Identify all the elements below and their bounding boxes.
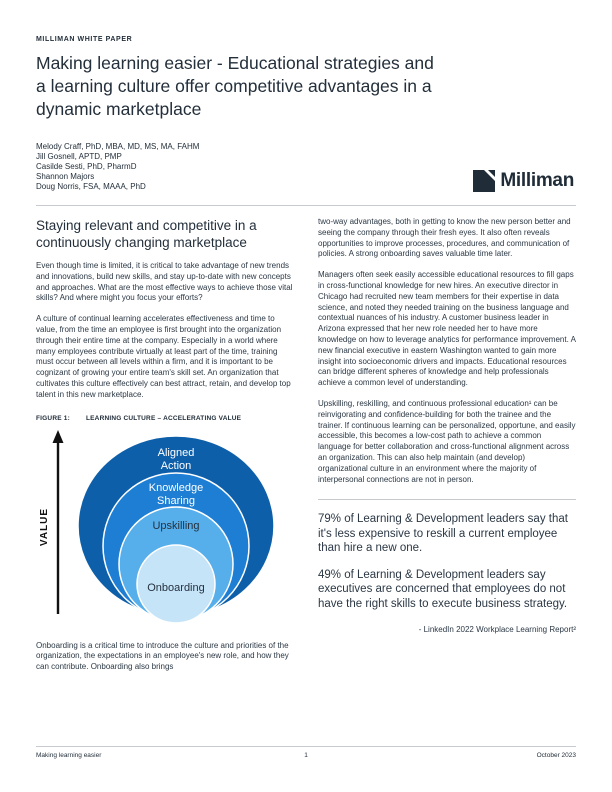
body-paragraph: Managers often seek easily accessible educational resources to fill gaps in cross-functional knowledge for new hires. An executive director in Chicago had recruited new team members for their expertise in data science, and noted they needed training on the business language and contextual nuances of his industry. A customer business leader in Arizona expressed that her new role needed her to have more knowledge on how to leverage analytics for performance improvement. A new financial executive in eastern Washington wanted to gain more insight into socioeconomic drivers and impacts. Educational resources can bridge different spheres of knowledge and help professionals achieve a common level of understanding. <box>318 270 576 388</box>
pull-quote-divider <box>318 499 576 500</box>
ring-label-upskilling: Upskilling <box>152 519 200 532</box>
ring-label-action: Action <box>160 459 192 472</box>
header-divider <box>36 205 576 206</box>
figure-caption-row <box>36 415 294 422</box>
two-column-layout <box>36 217 576 683</box>
value-axis-arrow-icon <box>53 430 64 614</box>
footer-date: October 2023 <box>536 752 576 759</box>
author-line: Shannon Majors <box>36 172 95 181</box>
milliman-logo-wordmark: Milliman <box>500 170 574 191</box>
section-heading: Staying relevant and competitive in a continuously changing marketplace <box>36 218 257 250</box>
author-list <box>36 142 199 192</box>
figure-learning-culture <box>36 428 294 633</box>
byline-row <box>36 142 576 192</box>
page-content <box>36 36 576 683</box>
figure-caption: LEARNING CULTURE – ACCELERATING VALUE <box>85 414 242 422</box>
body-paragraph: Upskilling, reskilling, and continuous professional education¹ can be reinvigorating and confidence-building for both the trainee and the trainer. If continuous learning can be personalized, opportune, and easily accessible, this becomes a low-cost path to achieve a common language for better collaboration and cross-functional alignment across an organization. This can also help maintain (and develop) organizational culture in an environment where the majority of interpersonal connections are not in person. <box>318 398 576 484</box>
pull-quote-79: 79% of Learning & Development leaders say that it's less expensive to reskill a current employee than hire a new one. <box>318 513 568 555</box>
ring-label-knowledge: Knowledge <box>148 481 204 494</box>
page-title: Making learning easier - Educational strategies and a learning culture offer competitive advantages in a dynamic marketplace <box>36 53 434 119</box>
footer-page-number: 1 <box>304 752 308 759</box>
figure-label: FIGURE 1: <box>36 414 70 422</box>
author-line: Casilde Sesti, PhD, PharmD <box>36 162 137 171</box>
author-line: Doug Norris, FSA, MAAA, PhD <box>36 182 146 191</box>
quote-attribution: - LinkedIn 2022 Workplace Learning Report² <box>418 625 576 635</box>
body-paragraph: two-way advantages, both in getting to know the new person better and seeing the company through their fresh eyes. It also often reveals opportunities to improve processes, procedures, and communication of policies. A strong onboarding saves valuable time later. <box>318 217 571 259</box>
ring-label-onboarding: Onboarding <box>147 581 205 594</box>
body-paragraph: Onboarding is a critical time to introduce the culture and priorities of the organization, the expectations in an employee's new role, and how they can contribute. Onboarding also brings <box>36 640 289 672</box>
value-axis-label: VALUE <box>39 507 50 546</box>
right-column <box>318 217 576 683</box>
eyebrow-label: MILLIMAN WHITE PAPER <box>36 36 133 43</box>
page-footer <box>36 746 576 759</box>
body-paragraph: Even though time is limited, it is critical to take advantage of new trends and innovations, build new skills, and stay up-to-date with new concepts and approaches. What are the most effective ways to achieve those vital skills? And where might you focus your efforts? <box>36 261 293 303</box>
author-line: Jill Gosnell, APTD, PMP <box>36 152 122 161</box>
body-paragraph: A culture of continual learning accelerates effectiveness and time to value, from the time an employee is first brought into the organization through their entire time at the company. Especially in a world where many employees contribute virtually at least part of the time, training must occur between all levels within a firm, and it is important to be cognizant of growing your entire team's skill set. An organization that cultivates this culture effectively can best attract, retain, and develop top talent in this new marketplace. <box>36 314 291 399</box>
left-column <box>36 217 294 683</box>
author-line: Melody Craff, PhD, MBA, MD, MS, MA, FAHM <box>36 142 200 151</box>
footer-document-title: Making learning easier <box>36 752 102 759</box>
pull-quote-49: 49% of Learning & Development leaders say executives are concerned that employees do not have the right skills to execute business strategy. <box>318 568 568 610</box>
milliman-logo-mark-icon <box>473 170 495 192</box>
ring-label-aligned: Aligned <box>157 446 195 459</box>
milliman-logo <box>473 170 576 192</box>
ring-label-sharing: Sharing <box>157 494 195 507</box>
